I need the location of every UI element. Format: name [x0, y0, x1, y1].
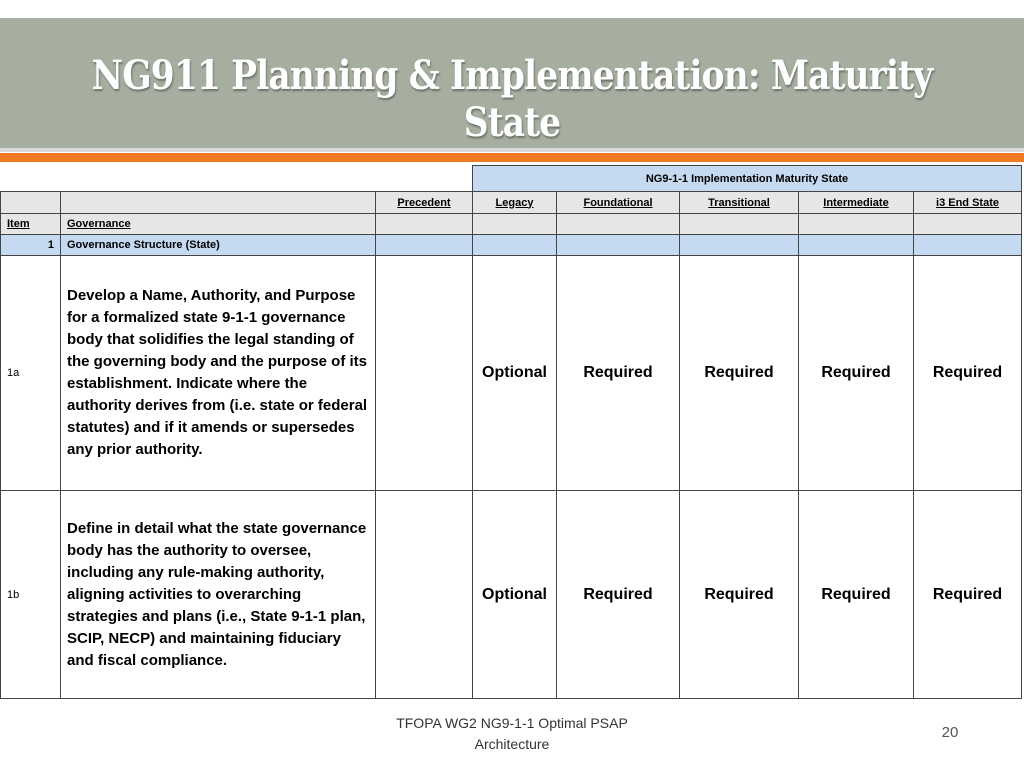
- table-row: [1, 256, 1022, 491]
- divider-orange: [0, 153, 1024, 162]
- row-value-foundational: Required: [557, 491, 680, 699]
- row-value-transitional: Required: [680, 256, 799, 491]
- row-item: 1a: [1, 256, 61, 491]
- subgroup-label: Governance Structure (State): [61, 235, 376, 256]
- column-header-foundational: Foundational: [557, 192, 680, 214]
- page-number: 20: [941, 724, 959, 741]
- row-value-legacy: Optional: [473, 491, 557, 699]
- row-description: Develop a Name, Authority, and Purpose for a formalized state 9-1-1 governance body that solidifies the legal standing of the governing body and the purpose of its establishment. Indicate where the authority derives from (i.e. state or federal statutes) and if it amends or supersedes any prior authority.: [61, 256, 376, 491]
- row-item: 1b: [1, 491, 61, 699]
- row-description: Define in detail what the state governance body has the authority to oversee, including any rule-making authority, aligning activities to overarching strategies and plans (i.e., State 9-1-1 plan, SCIP, NECP) and maintaining fiduciary and fiscal compliance.: [61, 491, 376, 699]
- subgroup-number: 1: [1, 235, 61, 256]
- row-value-precedent: [376, 256, 473, 491]
- header-blank-item: [1, 192, 61, 214]
- row-value-i3-end-state: Required: [914, 491, 1022, 699]
- maturity-banner: NG9-1-1 Implementation Maturity State: [473, 166, 1022, 192]
- header-blank-desc: [61, 192, 376, 214]
- row-value-i3-end-state: Required: [914, 256, 1022, 491]
- maturity-table: [0, 165, 1022, 699]
- footer-text: TFOPA WG2 NG9-1-1 Optimal PSAP Architecture: [396, 715, 628, 752]
- subgroup-row: [1, 235, 1022, 256]
- slide-title: NG911 Planning & Implementation: Maturity State: [91, 52, 933, 146]
- column-header-i3-end-state: i3 End State: [914, 192, 1022, 214]
- banner-spacer: [1, 166, 473, 192]
- item-header: Item: [1, 214, 61, 235]
- column-header-legacy: Legacy: [473, 192, 557, 214]
- group-header-row: [1, 214, 1022, 235]
- divider-gray: [0, 148, 1024, 152]
- row-value-precedent: [376, 491, 473, 699]
- column-header-transitional: Transitional: [680, 192, 799, 214]
- row-value-transitional: Required: [680, 491, 799, 699]
- column-header-intermediate: Intermediate: [799, 192, 914, 214]
- table-row: [1, 491, 1022, 699]
- column-header-row: [1, 192, 1022, 214]
- row-value-intermediate: Required: [799, 256, 914, 491]
- row-value-foundational: Required: [557, 256, 680, 491]
- group-header-governance: Governance: [61, 214, 376, 235]
- column-header-precedent: Precedent: [376, 192, 473, 214]
- row-value-legacy: Optional: [473, 256, 557, 491]
- row-value-intermediate: Required: [799, 491, 914, 699]
